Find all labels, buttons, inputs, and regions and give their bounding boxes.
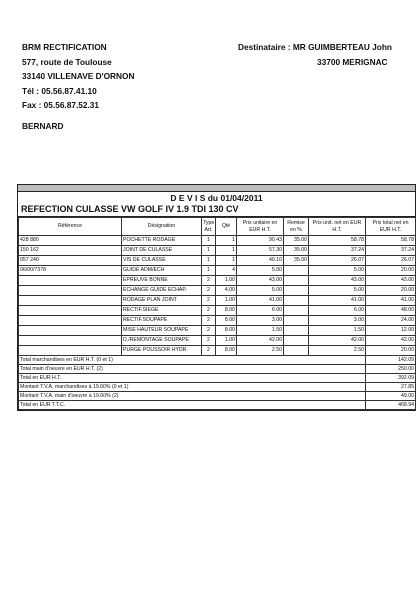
table-row [19,256,416,266]
col-type-cell: 2 [202,306,216,316]
col-total-price-cell: 48.00 [366,306,416,316]
col-reference-cell: 06/00/7378 [19,266,122,276]
col-unit-price-cell: 90.43 [237,236,284,246]
col-type-cell: 2 [202,276,216,286]
col-reference-cell [19,296,122,306]
col-discount-cell [284,336,309,346]
col-type-cell: 2 [202,336,216,346]
col-unit-price-cell: 57.30 [237,246,284,256]
sender-name: BRM RECTIFICATION [22,42,107,52]
col-unit-price-cell: 42.00 [237,336,284,346]
col-type-cell: 1 [202,236,216,246]
col-qty-cell: 1.00 [216,296,237,306]
col-qty-cell: 1.00 [216,336,237,346]
col-qty-cell: 1.00 [216,276,237,286]
col-reference-cell [19,316,122,326]
col-unit-price-cell: 6.00 [237,306,284,316]
sender-fax: Fax : 05.56.87.52.31 [22,100,100,110]
col-qty-cell: 8.00 [216,346,237,356]
col-discount-cell [284,286,309,296]
col-designation-cell: D./REMONTAGE SOUPAPE [122,336,202,346]
sender-city: 33140 VILLENAVE D'ORNON [22,71,135,81]
col-discount-cell: 35.00 [284,236,309,246]
col-unit-price-cell: 2.50 [237,346,284,356]
totals-row [19,365,416,374]
col-qty-cell: 4 [216,266,237,276]
col-discount-cell: 35.00 [284,246,309,256]
totals-label: Montant T.V.A. marchandises à 19.60% (0 et 1) [19,383,366,392]
totals-label: Total marchandises en EUR H.T. (0 et 1) [19,356,366,365]
col-designation-cell: RODAGE PLAN JOINT [122,296,202,306]
table-row [19,296,416,306]
col-total-price-cell: 58.78 [366,236,416,246]
col-designation-cell: RECTIF.SOUPAPE [122,316,202,326]
col-reference-cell [19,276,122,286]
col-total-price-cell: 20.00 [366,346,416,356]
col-designation-cell: EPREUVE BONNE [122,276,202,286]
col-net-unit-price-cell: 58.78 [309,236,366,246]
col-reference-cell [19,306,122,316]
col-discount-header: Remise en % [284,218,309,236]
table-body [19,236,416,410]
col-designation-cell: RECTIF.SIEGE [122,306,202,316]
sender-block [22,40,134,113]
col-net-unit-price-cell: 5.00 [309,266,366,276]
col-type-cell: 1 [202,246,216,256]
col-designation-cell: VIS DE CULASSE [122,256,202,266]
col-type-cell: 1 [202,266,216,276]
table-row [19,236,416,246]
table-row [19,266,416,276]
col-net-unit-price-cell: 41.00 [309,296,366,306]
totals-row [19,374,416,383]
totals-label: Total en EUR T.T.C. [19,401,366,410]
col-total-price-cell: 41.00 [366,296,416,306]
col-discount-cell [284,316,309,326]
col-unit-price-cell: 41.00 [237,296,284,306]
totals-label: Total en EUR H.T. [19,374,366,383]
table-row [19,276,416,286]
col-reference-cell: 428 880 [19,236,122,246]
totals-row [19,356,416,365]
col-net-unit-price-header: Prix unit. net en EUR H.T. [309,218,366,236]
col-qty-cell: 1 [216,236,237,246]
col-net-unit-price-cell: 43.00 [309,276,366,286]
col-total-price-cell: 26.07 [366,256,416,266]
col-discount-cell: 35.00 [284,256,309,266]
col-designation-cell: ECHANGE GUIDE ECHAP. [122,286,202,296]
col-discount-cell [284,266,309,276]
table-row [19,326,416,336]
recipient-name: MR GUIMBERTEAU John [292,42,392,52]
col-net-unit-price-cell: 37.24 [309,246,366,256]
table-header-row [19,218,416,236]
col-type-cell: 2 [202,316,216,326]
col-qty-cell: 1 [216,256,237,266]
col-reference-header: Référence [19,218,122,236]
col-net-unit-price-cell: 1.50 [309,326,366,336]
quote-title: D E V I S du 01/04/2011 [170,193,263,203]
col-qty-cell: 8.00 [216,326,237,336]
contact-name: BERNARD [22,121,64,131]
col-qty-cell: 8.00 [216,316,237,326]
totals-label: Total main d'oeuvre en EUR H.T. (2) [19,365,366,374]
table-row [19,246,416,256]
col-discount-cell [284,306,309,316]
col-total-price-cell: 24.00 [366,316,416,326]
col-discount-cell [284,326,309,336]
totals-value: 250.00 [366,365,416,374]
col-net-unit-price-cell: 2.50 [309,346,366,356]
col-total-price-cell: 37.24 [366,246,416,256]
quote-titlebar [18,192,415,217]
col-total-price-cell: 20.00 [366,286,416,296]
recipient-city: 33700 MERIGNAC [317,56,388,67]
table-row [19,316,416,326]
col-qty-cell: 4.00 [216,286,237,296]
col-designation-cell: MISE HAUTEUR SOUPAPE [122,326,202,336]
col-total-price-cell: 42.00 [366,336,416,346]
col-type-cell: 1 [202,256,216,266]
totals-row [19,392,416,401]
totals-value: 392.09 [366,374,416,383]
col-type-cell: 2 [202,296,216,306]
sender-phone: Tél : 05.56.87.41.10 [22,85,97,96]
col-net-unit-price-cell: 6.00 [309,306,366,316]
totals-row [19,383,416,392]
totals-value: 142.09 [366,356,416,365]
col-discount-cell [284,346,309,356]
table-row [19,346,416,356]
recipient-label: Destinataire : [238,42,291,52]
col-net-unit-price-cell: 5.00 [309,286,366,296]
col-net-unit-price-cell: 42.00 [309,336,366,346]
col-qty-header: Qté [216,218,237,236]
totals-row [19,401,416,410]
table-row [19,306,416,316]
col-type-cell: 2 [202,326,216,336]
col-unit-price-cell: 5.00 [237,286,284,296]
col-designation-cell: PURGE POUSSOIR HYDR. [122,346,202,356]
col-discount-cell [284,296,309,306]
totals-value: 468.94 [366,401,416,410]
col-net-unit-price-cell: 3.00 [309,316,366,326]
col-designation-header: Désignation [122,218,202,236]
col-reference-cell [19,326,122,336]
col-unit-price-cell: 5.00 [237,266,284,276]
col-unit-price-cell: 40.10 [237,256,284,266]
col-qty-cell: 8.00 [216,306,237,316]
col-unit-price-cell: 3.00 [237,316,284,326]
col-total-price-cell: 43.00 [366,276,416,286]
col-reference-cell [19,286,122,296]
table-row [19,336,416,346]
col-discount-cell [284,276,309,286]
totals-value: 49.00 [366,392,416,401]
header-shade [18,185,415,192]
col-reference-cell: 150 162 [19,246,122,256]
col-designation-cell: GUIDE ADM/ECH [122,266,202,276]
col-unit-price-cell: 43.00 [237,276,284,286]
col-type-cell: 2 [202,346,216,356]
col-reference-cell [19,336,122,346]
col-total-price-cell: 20.00 [366,266,416,276]
col-reference-cell: 057 240 [19,256,122,266]
col-unit-price-header: Prix unitaire en EUR H.T. [237,218,284,236]
table-row [19,286,416,296]
sender-street: 577, route de Toulouse [22,56,112,67]
col-type-cell: 2 [202,286,216,296]
col-reference-cell [19,346,122,356]
col-unit-price-cell: 1.50 [237,326,284,336]
col-qty-cell: 1 [216,246,237,256]
col-total-price-header: Prix total net en EUR H.T. [366,218,416,236]
recipient-block [238,40,392,69]
col-designation-cell: JOINT DE CULASSE [122,246,202,256]
quote-table [18,217,416,410]
quote-subject: REFECTION CULASSE VW GOLF IV 1.9 TDI 130 CV [21,204,239,214]
col-total-price-cell: 12.00 [366,326,416,336]
totals-value: 27.85 [366,383,416,392]
col-type-header: Type Art. [202,218,216,236]
totals-label: Montant T.V.A. main d'oeuvre à 19.60% (2) [19,392,366,401]
col-designation-cell: POCHETTE RODAGE [122,236,202,246]
col-net-unit-price-cell: 26.07 [309,256,366,266]
quote-box [17,184,416,411]
